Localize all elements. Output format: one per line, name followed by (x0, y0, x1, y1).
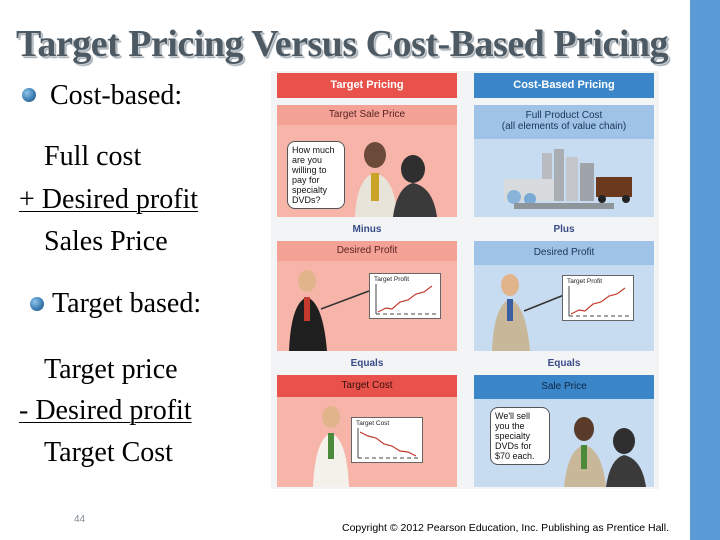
cost-line-desired-profit: + Desired profit (19, 184, 199, 215)
full-product-cost-subtitle: (all elements of value chain) (501, 121, 627, 132)
cost-line-sales-price: Sales Price (44, 226, 168, 257)
full-product-cost-label (474, 105, 654, 139)
bullet-icon (22, 88, 36, 102)
desired-profit-panel-left (277, 261, 457, 351)
right-accent-strip (690, 0, 720, 540)
bullet-icon (30, 297, 44, 311)
pricing-comparison-figure (271, 71, 659, 489)
target-pricing-header: Target Pricing (277, 73, 457, 98)
sale-price-label: Sale Price (474, 375, 654, 399)
target-profit-chart-title: Target Profit (374, 276, 410, 283)
slide-title: Target Pricing Versus Cost-Based Pricing (16, 23, 669, 65)
target-profit-chart-right-title: Target Profit (567, 278, 603, 285)
customer-question-panel (277, 125, 457, 217)
target-cost-label: Target Cost (277, 375, 457, 397)
target-cost-chart (351, 417, 423, 463)
bullet-heading-target-based: Target based: (52, 288, 202, 319)
desired-profit-label-left: Desired Profit (277, 241, 457, 261)
target-cost-panel (277, 397, 457, 487)
target-profit-chart (369, 273, 441, 319)
target-line-target-cost: Target Cost (44, 437, 173, 468)
speech-bubble: How much are you willing to pay for specialty DVDs? (287, 141, 345, 209)
desired-profit-panel-right (474, 265, 654, 351)
operator-equals-left: Equals (350, 358, 384, 369)
bullet-heading-cost-based: Cost-based: (50, 80, 183, 111)
operator-plus: Plus (553, 224, 575, 235)
operator-equals-right: Equals (547, 358, 581, 369)
cost-line-full-cost: Full cost (44, 141, 142, 172)
full-product-cost-title: Full Product Cost (525, 110, 603, 121)
target-line-target-price: Target price (44, 354, 178, 385)
desired-profit-label-right: Desired Profit (474, 241, 654, 265)
copyright-notice: Copyright © 2012 Pearson Education, Inc. Publishing as Prentice Hall. (342, 522, 670, 534)
seller-illustration (474, 399, 654, 487)
sale-price-panel (474, 399, 654, 487)
factory-illustration (474, 139, 654, 217)
operator-minus: Minus (352, 224, 382, 235)
slide-number: 44 (74, 514, 86, 525)
cost-based-pricing-header: Cost-Based Pricing (474, 73, 654, 98)
target-cost-chart-title: Target Cost (356, 420, 390, 427)
target-sale-price-label: Target Sale Price (277, 105, 457, 125)
target-profit-chart-right (562, 275, 634, 321)
people-illustration (277, 125, 457, 217)
target-line-desired-profit: - Desired profit (19, 395, 192, 426)
speech-bubble-sale: We'll sell you the specialty DVDs for $70 each. (490, 407, 550, 465)
factory-panel (474, 139, 654, 217)
